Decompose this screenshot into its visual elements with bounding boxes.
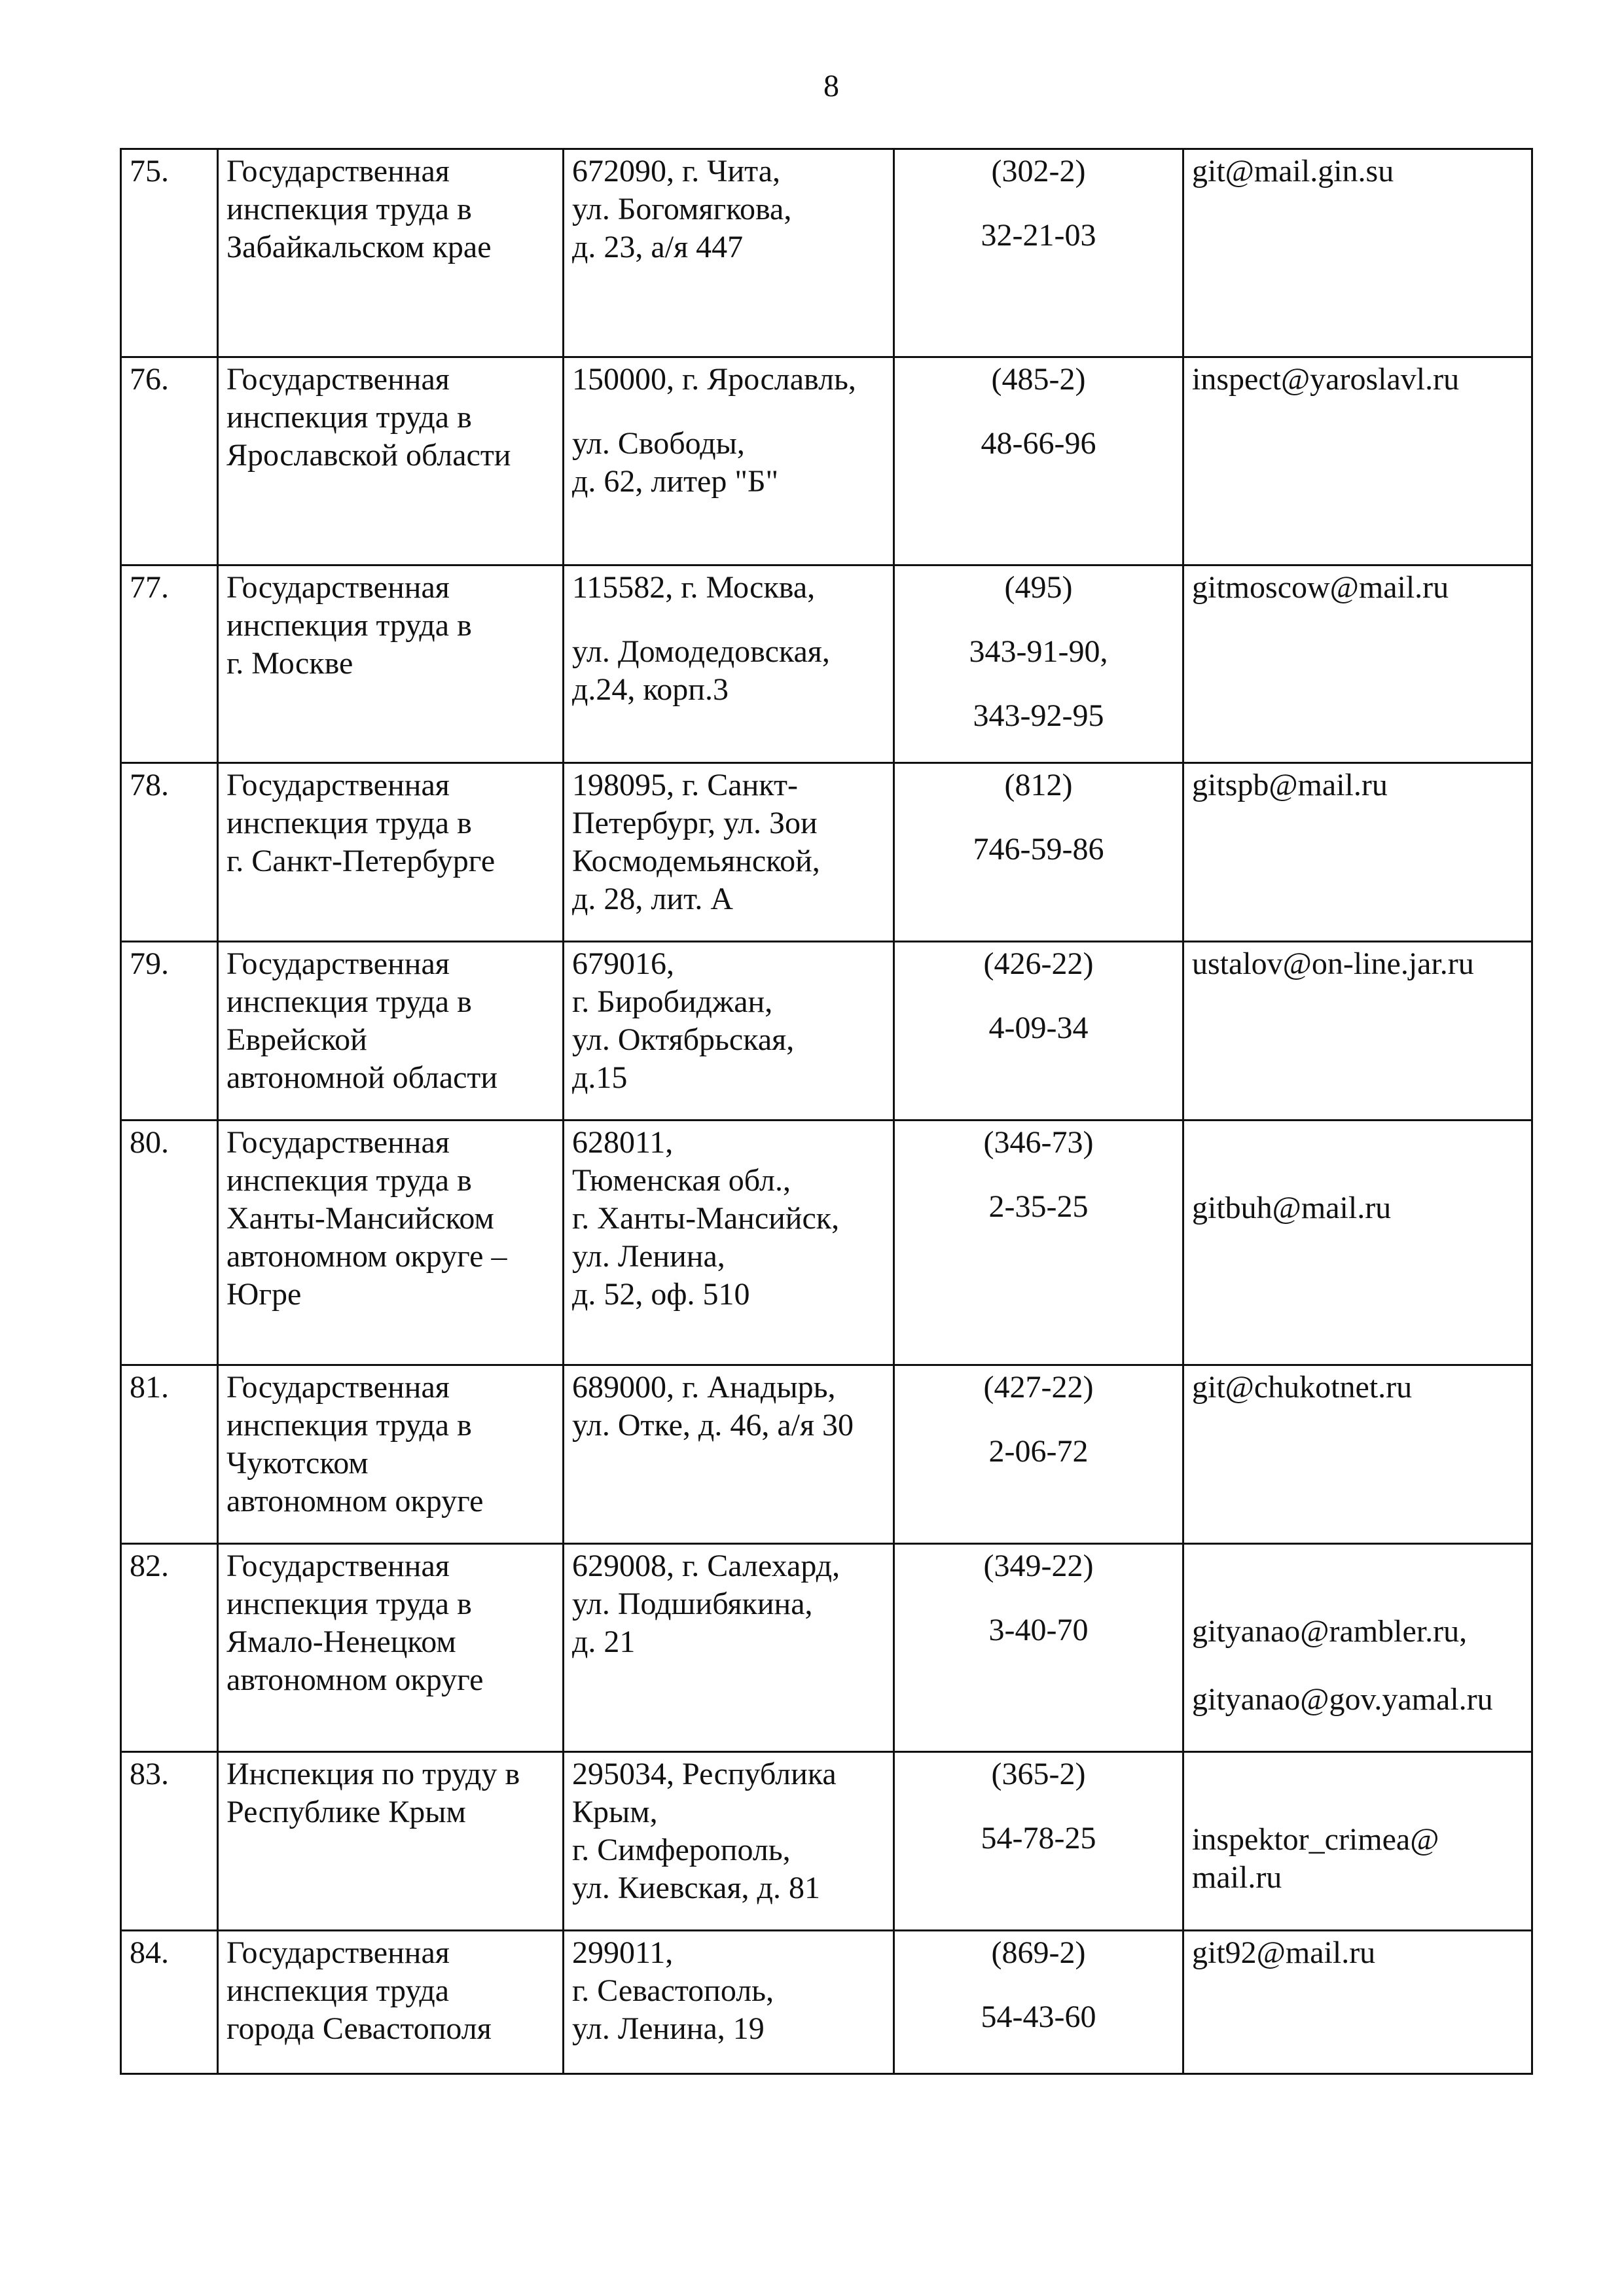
inspection-name: Инспекция по труду в Республике Крым xyxy=(218,1752,564,1931)
email-address: gitmoscow@mail.ru xyxy=(1192,570,1449,605)
inspection-address: 629008, г. Салехард, ул. Подшибякина, д. 21 xyxy=(564,1544,894,1752)
phone-code: (869-2) xyxy=(991,1935,1086,1970)
row-number: 80. xyxy=(121,1121,218,1365)
inspection-phone xyxy=(894,1931,1183,2074)
inspection-name: Государственная инспекция труда в Ханты-Мансийском автономном округе – Югре xyxy=(218,1121,564,1365)
table-row xyxy=(121,1121,1532,1365)
table-row xyxy=(121,1544,1532,1752)
row-number: 78. xyxy=(121,763,218,942)
phone-number: 2-06-72 xyxy=(988,1434,1089,1469)
phone-code: (495) xyxy=(1004,570,1073,605)
inspection-phone xyxy=(894,1544,1183,1752)
phone-number: 54-78-25 xyxy=(981,1821,1096,1856)
inspection-name: Государственная инспекция труда в г. Москве xyxy=(218,565,564,763)
email-address: inspect@yaroslavl.ru xyxy=(1192,362,1460,397)
inspection-phone xyxy=(894,1365,1183,1544)
table-row xyxy=(121,1365,1532,1544)
phone-code: (346-73) xyxy=(983,1125,1094,1160)
table-row xyxy=(121,357,1532,565)
email-address: mail.ru xyxy=(1192,1860,1282,1895)
table-row xyxy=(121,149,1532,357)
page-number: 8 xyxy=(823,69,839,103)
table-row xyxy=(121,1752,1532,1931)
inspection-name: Государственная инспекция труда в г. Санкт-Петербурге xyxy=(218,763,564,942)
table-row xyxy=(121,1931,1532,2074)
inspection-phone xyxy=(894,149,1183,357)
email-address: gityanao@gov.yamal.ru xyxy=(1192,1682,1493,1717)
inspection-email xyxy=(1183,357,1532,565)
table-row xyxy=(121,763,1532,942)
inspection-name: Государственная инспекция труда города Севастополя xyxy=(218,1931,564,2074)
inspection-name: Государственная инспекция труда в Ямало-Ненецком автономном округе xyxy=(218,1544,564,1752)
inspection-email xyxy=(1183,1931,1532,2074)
inspection-phone xyxy=(894,763,1183,942)
email-address: gitspb@mail.ru xyxy=(1192,768,1388,802)
inspection-address: 679016, г. Биробиджан, ул. Октябрьская, д.15 xyxy=(564,942,894,1121)
inspection-email xyxy=(1183,149,1532,357)
phone-number: 746-59-86 xyxy=(973,832,1104,867)
email-address: git@mail.gin.su xyxy=(1192,154,1394,188)
inspection-address: 689000, г. Анадырь, ул. Отке, д. 46, а/я 30 xyxy=(564,1365,894,1544)
phone-number: 343-92-95 xyxy=(973,698,1104,733)
inspection-phone xyxy=(894,357,1183,565)
email-address: git@chukotnet.ru xyxy=(1192,1370,1413,1405)
inspection-email xyxy=(1183,763,1532,942)
inspection-email xyxy=(1183,1752,1532,1931)
table-row xyxy=(121,942,1532,1121)
inspection-address: 115582, г. Москва, ул. Домодедовская, д.24, корп.3 xyxy=(564,565,894,763)
phone-code: (426-22) xyxy=(983,946,1094,981)
inspection-email xyxy=(1183,1544,1532,1752)
phone-number: 48-66-96 xyxy=(981,426,1096,461)
phone-code: (485-2) xyxy=(991,362,1086,397)
phone-code: (349-22) xyxy=(983,1549,1094,1583)
row-number: 79. xyxy=(121,942,218,1121)
phone-number: 4-09-34 xyxy=(988,1011,1089,1045)
row-number: 75. xyxy=(121,149,218,357)
inspection-phone xyxy=(894,942,1183,1121)
inspection-address: 198095, г. Санкт- Петербург, ул. Зои Космодемьянской, д. 28, лит. А xyxy=(564,763,894,942)
inspection-name: Государственная инспекция труда в Забайкальском крае xyxy=(218,149,564,357)
email-address: git92@mail.ru xyxy=(1192,1935,1376,1970)
row-number: 76. xyxy=(121,357,218,565)
email-address: inspektor_crimea@ xyxy=(1192,1822,1439,1857)
phone-number: 32-21-03 xyxy=(981,218,1096,253)
inspection-address: 150000, г. Ярославль, ул. Свободы, д. 62, литер "Б" xyxy=(564,357,894,565)
inspection-phone xyxy=(894,1121,1183,1365)
email-address: gityanao@rambler.ru, xyxy=(1192,1614,1468,1649)
email-address: ustalov@on-line.jar.ru xyxy=(1192,946,1474,981)
inspection-email xyxy=(1183,565,1532,763)
phone-number: 343-91-90, xyxy=(969,634,1108,669)
phone-number: 2-35-25 xyxy=(988,1189,1089,1224)
email-address: gitbuh@mail.ru xyxy=(1192,1191,1392,1225)
inspection-phone xyxy=(894,565,1183,763)
inspection-address: 295034, Республика Крым, г. Симферополь, ул. Киевская, д. 81 xyxy=(564,1752,894,1931)
phone-number: 54-43-60 xyxy=(981,2000,1096,2034)
row-number: 77. xyxy=(121,565,218,763)
inspection-contacts-table xyxy=(120,148,1533,2075)
inspection-email xyxy=(1183,1365,1532,1544)
phone-code: (302-2) xyxy=(991,154,1086,188)
inspection-address: 628011, Тюменская обл., г. Ханты-Мансийск, ул. Ленина, д. 52, оф. 510 xyxy=(564,1121,894,1365)
inspection-email xyxy=(1183,942,1532,1121)
row-number: 82. xyxy=(121,1544,218,1752)
table-row xyxy=(121,565,1532,763)
row-number: 81. xyxy=(121,1365,218,1544)
phone-code: (365-2) xyxy=(991,1757,1086,1791)
inspection-address: 299011, г. Севастополь, ул. Ленина, 19 xyxy=(564,1931,894,2074)
row-number: 84. xyxy=(121,1931,218,2074)
inspection-phone xyxy=(894,1752,1183,1931)
row-number: 83. xyxy=(121,1752,218,1931)
phone-code: (427-22) xyxy=(983,1370,1094,1405)
inspection-name: Государственная инспекция труда в Чукотском автономном округе xyxy=(218,1365,564,1544)
phone-number: 3-40-70 xyxy=(988,1613,1089,1647)
inspection-name: Государственная инспекция труда в Ярославской области xyxy=(218,357,564,565)
inspection-address: 672090, г. Чита, ул. Богомягкова, д. 23, а/я 447 xyxy=(564,149,894,357)
phone-code: (812) xyxy=(1004,768,1073,802)
inspection-name: Государственная инспекция труда в Еврейской автономной области xyxy=(218,942,564,1121)
inspection-email xyxy=(1183,1121,1532,1365)
